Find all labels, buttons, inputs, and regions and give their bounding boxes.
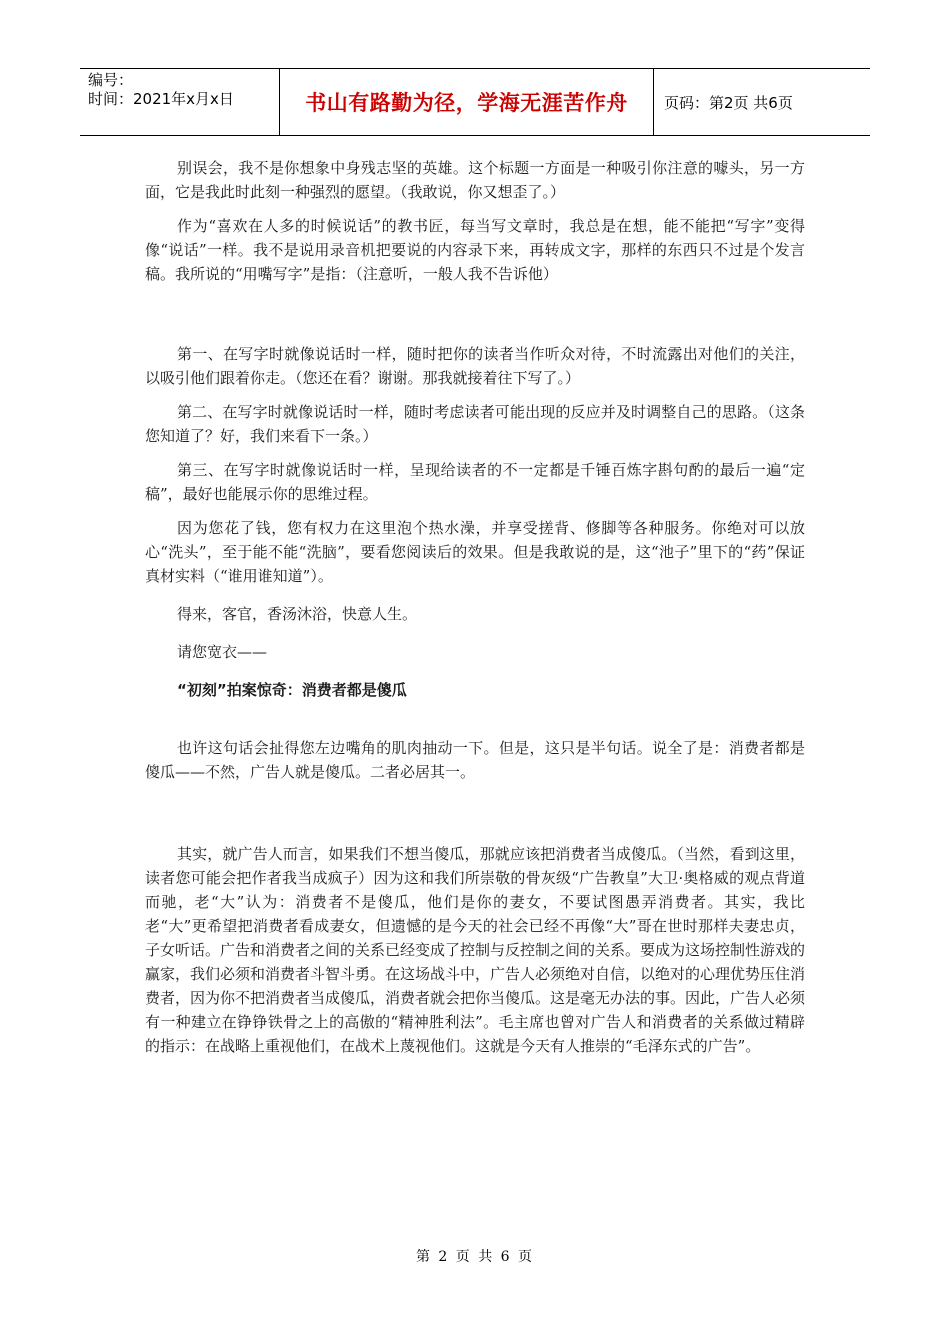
paragraph-2: 作为“喜欢在人多的时候说话”的教书匠，每当写文章时，我总是在想，能不能把“写字”变得像“说话”一样。我不是说用录音机把要说的内容录下来，再转成文字，那样的东西只不过是个发言稿。我所说的“用嘴写字”是指：（注意听，一般人我不告诉他） [145, 217, 805, 283]
page-info-cell [654, 69, 870, 135]
paragraph-10: 其实，就广告人而言，如果我们不想当傻瓜，那就应该把消费者当成傻瓜。（当然，看到这里，读者您可能会把作者我当成疯子）因为这和我们所崇敬的骨灰级“广告教皇”大卫·奥格威的观点背道而驰，老“大”认为：消费者不是傻瓜，他们是你的妻女，不要试图愚弄消费者。其实，我比老“大”更希望把消费者看成妻女，但遗憾的是今天的社会已经不再像“大”哥在世时那样夫妻忠贞，子女听话。广告和消费者之间的关系已经变成了控制与反控制之间的关系。要成为这场控制性游戏的赢家，我们必须和消费者斗智斗勇。在这场战斗中，广告人必须绝对自信，以绝对的心理优势压住消费者，因为你不把消费者当成傻瓜，消费者就会把你当傻瓜。这是毫无办法的事。因此，广告人必须有一种建立在铮铮铁骨之上的高傲的“精神胜利法”。毛主席也曾对广告人和消费者的关系做过精辟的指示：在战略上重视他们，在战术上蔑视他们。这就是今天有人推崇的“毛泽东式的广告”。 [145, 845, 806, 1055]
motto-text: 书山有路勤为径，学海无涯苦作舟 [305, 91, 628, 115]
paragraph-1: 别误会，我不是你想象中身残志坚的英雄。这个标题一方面是一种吸引你注意的噱头，另一方面，它是我此时此刻一种强烈的愿望。（我敢说，你又想歪了。） [145, 159, 805, 201]
document-body [145, 156, 805, 1058]
paragraph-5: 第三、在写字时就像说话时一样，呈现给读者的不一定都是千锤百炼字斟句酌的最后一遍“定稿”，最好也能展示你的思维过程。 [145, 461, 805, 503]
number-label: 编号： [88, 71, 134, 89]
time-label: 时间：2021年x月x日 [88, 90, 234, 108]
paragraph-8: 请您宽衣—— [177, 643, 268, 661]
header-table [80, 68, 870, 136]
paragraph-9: 也许这句话会扯得您左边嘴角的肌肉抽动一下。但是，这只是半句话。说全了是：消费者都是傻瓜——不然，广告人就是傻瓜。二者必居其一。 [145, 739, 805, 781]
paragraph-4: 第二、在写字时就像说话时一样，随时考虑读者可能出现的反应并及时调整自己的思路。（这条您知道了？好，我们来看下一条。） [145, 403, 805, 445]
page-footer: 第 2 页 共 6 页 [415, 1249, 535, 1265]
paragraph-3: 第一、在写字时就像说话时一样，随时把你的读者当作听众对待，不时流露出对他们的关注，以吸引他们跟着你走。（您还在看？谢谢。那我就接着往下写了。） [145, 345, 805, 387]
section-heading: “初刻”拍案惊奇：消费者都是傻瓜 [177, 681, 407, 699]
paragraph-7: 得来，客官，香汤沐浴，快意人生。 [177, 605, 418, 623]
header-left-cell [80, 69, 280, 135]
paragraph-6: 因为您花了钱，您有权力在这里泡个热水澡，并享受搓背、修脚等各种服务。你绝对可以放心“洗头”，至于能不能“洗脑”，要看您阅读后的效果。但是我敢说的是，这“池子”里下的“药”保证真材实料（“谁用谁知道”）。 [145, 519, 805, 585]
page-info-text: 页码：第2页 共6页 [664, 93, 793, 112]
motto-cell [280, 69, 654, 135]
